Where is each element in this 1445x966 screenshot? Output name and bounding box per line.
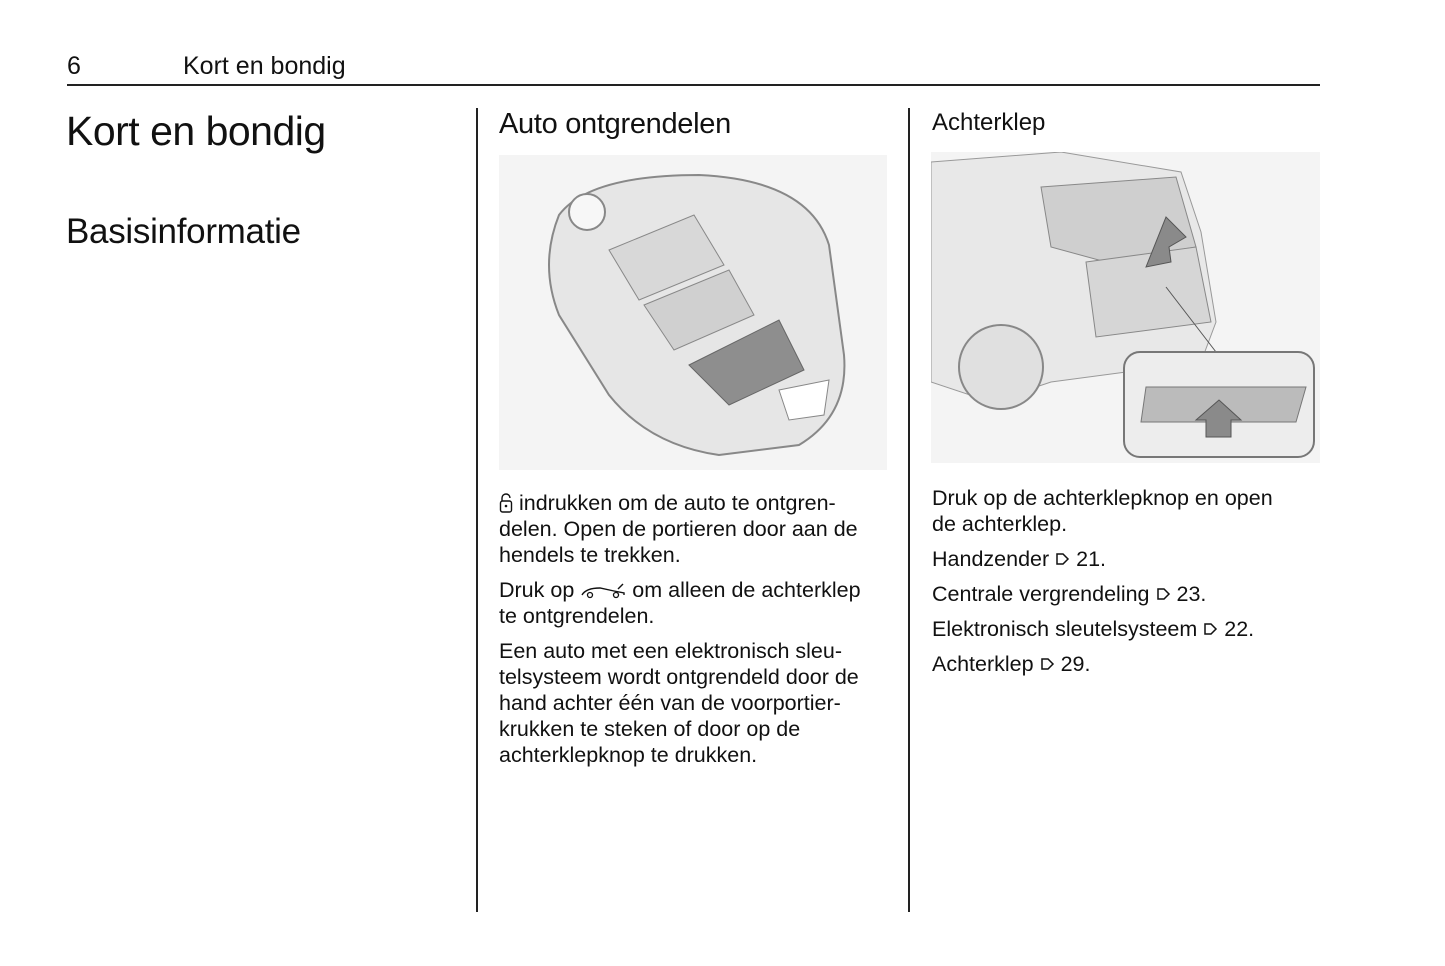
col2-body (499, 490, 861, 777)
cross-reference[interactable] (932, 581, 1273, 607)
page-reference-arrow-icon (1040, 656, 1055, 672)
ref-label: Centrale vergrendeling (932, 582, 1150, 606)
ref-page: 21. (1076, 547, 1106, 571)
heading-achterklep: Achterklep (932, 109, 1046, 136)
line: delen. Open de portieren door aan de (499, 517, 858, 541)
header-rule (67, 84, 1320, 86)
page-reference-arrow-icon (1156, 586, 1171, 602)
line: hendels te trekken. (499, 543, 681, 567)
cross-reference[interactable] (932, 651, 1273, 677)
running-header: Kort en bondig (183, 52, 346, 80)
line: te ontgrendelen. (499, 604, 655, 628)
line: om alleen de achterklep (632, 578, 861, 602)
line: hand achter één van de voorportier- (499, 691, 841, 715)
paragraph (499, 638, 861, 768)
cross-reference[interactable] (932, 616, 1273, 642)
col3-body (932, 485, 1273, 686)
column-divider (908, 108, 910, 912)
paragraph (499, 490, 861, 568)
line: Druk op (499, 578, 575, 602)
line: achterklepknop te drukken. (499, 743, 758, 767)
cross-reference[interactable] (932, 546, 1273, 572)
ref-page: 29. (1060, 652, 1091, 676)
paragraph (932, 485, 1273, 537)
line: Een auto met een elektronisch sleu- (499, 639, 843, 663)
tailgate-illustration (931, 152, 1320, 463)
paragraph (499, 577, 861, 629)
line: krukken te steken of door op de (499, 717, 801, 741)
line: indrukken om de auto te ontgren- (518, 491, 836, 515)
line: Druk op de achterklepknop en open (932, 486, 1273, 510)
line: de achterklep. (932, 512, 1068, 536)
ref-label: Achterklep (932, 652, 1034, 676)
unlock-icon (499, 493, 513, 513)
tailgate-icon (580, 583, 626, 599)
page-reference-arrow-icon (1055, 551, 1070, 567)
ref-page: 23. (1176, 582, 1207, 606)
key-fob-illustration (499, 155, 887, 470)
page-reference-arrow-icon (1203, 621, 1218, 637)
section-title: Basisinformatie (66, 212, 301, 251)
ref-label: Elektronisch sleutelsysteem (932, 617, 1198, 641)
ref-label: Handzender (932, 547, 1050, 571)
heading-auto-ontgrendelen: Auto ontgrendelen (499, 108, 731, 140)
chapter-title: Kort en bondig (66, 108, 326, 154)
line: telsysteem wordt ontgrendeld door de (499, 665, 859, 689)
ref-page: 22. (1224, 617, 1255, 641)
column-divider (476, 108, 478, 912)
page-number: 6 (67, 52, 81, 80)
